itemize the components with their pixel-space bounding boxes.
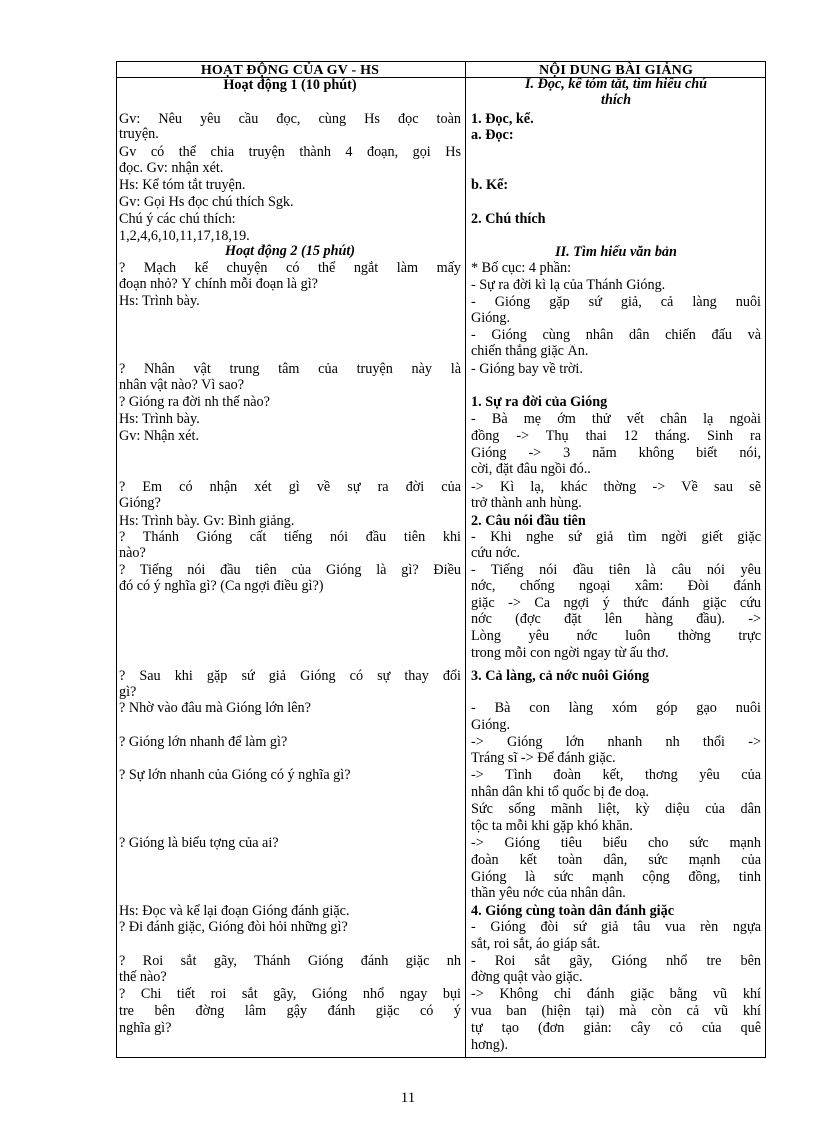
content-line: - Khi nghe sứ giả tìm ngời giết giặc (471, 530, 761, 545)
content-line: - Sự ra đời kì lạ của Thánh Gióng. (471, 278, 666, 293)
content-line: nớc, chống ngoại xâm: Đòi đánh (471, 579, 761, 594)
activity-line: tre bên đờng lâm gậy đánh giặc có ý (119, 1004, 461, 1019)
activity-line: gì? (119, 685, 137, 700)
content-line: a. Đọc: (471, 128, 514, 143)
content-line: - Gióng bay về trời. (471, 362, 583, 377)
activity-line: ? Mạch kể chuyện có thể ngắt làm mấy (119, 261, 461, 276)
content-line: hơng). (471, 1038, 509, 1053)
content-line: trở thành anh hùng. (471, 496, 582, 511)
content-line: -> Không chỉ đánh giặc bằng vũ khí (471, 987, 761, 1002)
content-line: - Bà con làng xóm góp gạo nuôi (471, 701, 761, 716)
content-line: tộc ta mỗi khi gặp khó khăn. (471, 819, 633, 834)
activity-line: ? Sự lớn nhanh của Gióng có ý nghĩa gì? (119, 768, 351, 783)
content-line: thần yêu nớc của nhân dân. (471, 886, 626, 901)
content-line: cứu nớc. (471, 546, 521, 561)
content-line: Gióng. (471, 718, 511, 733)
header-content: NỘI DUNG BÀI GIẢNG (538, 63, 694, 77)
content-line: - Gióng gặp sứ giả, cả làng nuôi (471, 295, 761, 310)
content-line: đoàn kết toàn dân, sức mạnh của (471, 853, 761, 868)
content-line: trong mỗi con ngời ngay từ ấu thơ. (471, 646, 669, 661)
activities-column (117, 62, 465, 1036)
header-activities: HOẠT ĐỘNG CỦA GV - HS (200, 63, 380, 77)
content-line: Gióng -> 3 năm không biết nói, (471, 446, 761, 461)
activity-line: Gióng? (119, 496, 161, 511)
content-line: - Roi sắt gãy, Gióng nhổ tre bên (471, 954, 761, 969)
content-line: Gióng là sức mạnh cộng đồng, tinh (471, 870, 761, 885)
activity-line: ? Nhân vật trung tâm của truyện này là (119, 362, 461, 377)
activity-line: đọc. Gv: nhận xét. (119, 161, 224, 176)
content-line: đồng -> Thụ thai 12 tháng. Sinh ra (471, 429, 761, 444)
activity-line: ? Tiếng nói đầu tiên của Gióng là gì? Điều (119, 563, 461, 578)
activity-line: Hoạt động 1 (10 phút) (223, 78, 357, 93)
activity-line: Hoạt động 2 (15 phút) (224, 244, 356, 259)
content-line: -> Gióng tiêu biểu cho sức mạnh (471, 836, 761, 851)
content-line: -> Kì lạ, khác thờng -> Về sau sẽ (471, 480, 761, 495)
activity-line: Gv có thể chia truyện thành 4 đoạn, gọi Hs (119, 145, 461, 160)
activity-line: nhân vật nào? Vì sao? (119, 378, 245, 393)
content-column (466, 62, 766, 1053)
content-line: Tráng sĩ -> Để đánh giặc. (471, 751, 616, 766)
lesson-table (116, 61, 766, 1058)
activity-line: ? Chi tiết roi sắt gãy, Gióng nhổ ngay bụi (119, 987, 461, 1002)
content-line: - Tiếng nói đầu tiên là câu nói yêu (471, 563, 761, 578)
activity-line: Hs: Đọc và kể lại đoạn Gióng đánh giặc. (119, 904, 350, 919)
content-line: 2. Câu nói đầu tiên (471, 514, 586, 529)
content-line: sắt, roi sắt, áo giáp sắt. (471, 937, 601, 952)
content-line: cời, đặt đâu ngồi đó.. (471, 462, 591, 477)
content-line: I. Đọc, kể tóm tắt, tìm hiểu chú (524, 77, 708, 92)
column-divider (465, 62, 466, 1057)
content-line: vua ban (hiện tại) mà còn cả vũ khí (471, 1004, 761, 1019)
content-line: -> Gióng lớn nhanh nh thổi -> (471, 735, 761, 750)
content-line: - Bà mẹ ớm thử vết chân lạ ngoài (471, 412, 761, 427)
activity-line: đoạn nhỏ? Ý chính mỗi đoạn là gì? (119, 277, 318, 292)
content-line: 3. Cả làng, cả nớc nuôi Gióng (471, 669, 650, 684)
activity-line: Hs: Trình bày. Gv: Bình giảng. (119, 514, 295, 529)
activity-line: 1,2,4,6,10,11,17,18,19. (119, 229, 250, 244)
content-line: II. Tìm hiểu văn bản (555, 245, 677, 260)
content-line: 1. Đọc, kể. (471, 112, 534, 127)
activity-line: Gv: Gọi Hs đọc chú thích Sgk. (119, 195, 294, 210)
page-number: 11 (400, 1090, 416, 1106)
content-line: nớc (đợc đặt lên hàng đầu). -> (471, 612, 761, 627)
content-line: thích (601, 93, 631, 108)
content-line: 1. Sự ra đời của Gióng (471, 395, 608, 410)
activity-line: ? Sau khi gặp sứ giả Gióng có sự thay đổi (119, 669, 461, 684)
content-line: b. Kể: (471, 178, 509, 193)
activity-line: ? Nhờ vào đâu mà Gióng lớn lên? (119, 701, 311, 716)
activity-line: ? Em có nhận xét gì về sự ra đời của (119, 480, 461, 495)
content-line: đờng quật vào giặc. (471, 970, 583, 985)
content-line: * Bố cục: 4 phần: (471, 261, 572, 276)
content-line: tự tạo (đơn giản: cây cỏ của quê (471, 1021, 761, 1036)
activity-line: ? Gióng là biểu tợng của ai? (119, 836, 279, 851)
content-line: Lòng yêu nớc luôn thờng trực (471, 629, 761, 644)
content-line: Sức sống mãnh liệt, kỳ diệu của dân (471, 802, 761, 817)
activity-line: Hs: Trình bày. (119, 294, 200, 309)
activity-line: ? Gióng ra đời nh thế nào? (119, 395, 270, 410)
activity-line: Hs: Kể tóm tắt truyện. (119, 178, 246, 193)
content-line: giặc -> Ca ngợi ý thức đánh giặc cứu (471, 596, 761, 611)
activity-line: thế nào? (119, 970, 167, 985)
activity-line: ? Gióng lớn nhanh để làm gì? (119, 735, 288, 750)
activity-line: nghĩa gì? (119, 1021, 172, 1036)
content-line: - Gióng đòi sứ giả tâu vua rèn ngựa (471, 920, 761, 935)
content-line: 4. Gióng cùng toàn dân đánh giặc (471, 904, 675, 919)
activity-line: nào? (119, 546, 146, 561)
activity-line: đó có ý nghĩa gì? (Ca ngợi điều gì?) (119, 579, 324, 594)
activity-line: Gv: Nhận xét. (119, 429, 199, 444)
content-line: 2. Chú thích (471, 212, 546, 227)
activity-line: ? Thánh Gióng cất tiếng nói đầu tiên khi (119, 530, 461, 545)
content-line: -> Tình đoàn kết, thơng yêu của (471, 768, 761, 783)
content-line: - Gióng cùng nhân dân chiến đấu và (471, 328, 761, 343)
activity-line: ? Roi sắt gãy, Thánh Gióng đánh giặc nh (119, 954, 461, 969)
activity-line: ? Đi đánh giặc, Gióng đòi hỏi những gì? (119, 920, 348, 935)
activity-line: Gv: Nêu yêu cầu đọc, cùng Hs đọc toàn (119, 112, 461, 127)
content-line: chiến thắng giặc Ân. (471, 344, 589, 359)
activity-line: Hs: Trình bày. (119, 412, 200, 427)
content-line: Gióng. (471, 311, 511, 326)
activity-line: truyện. (119, 127, 159, 142)
content-line: nhân dân khi tổ quốc bị đe doạ. (471, 785, 650, 800)
activity-line: Chú ý các chú thích: (119, 212, 236, 227)
